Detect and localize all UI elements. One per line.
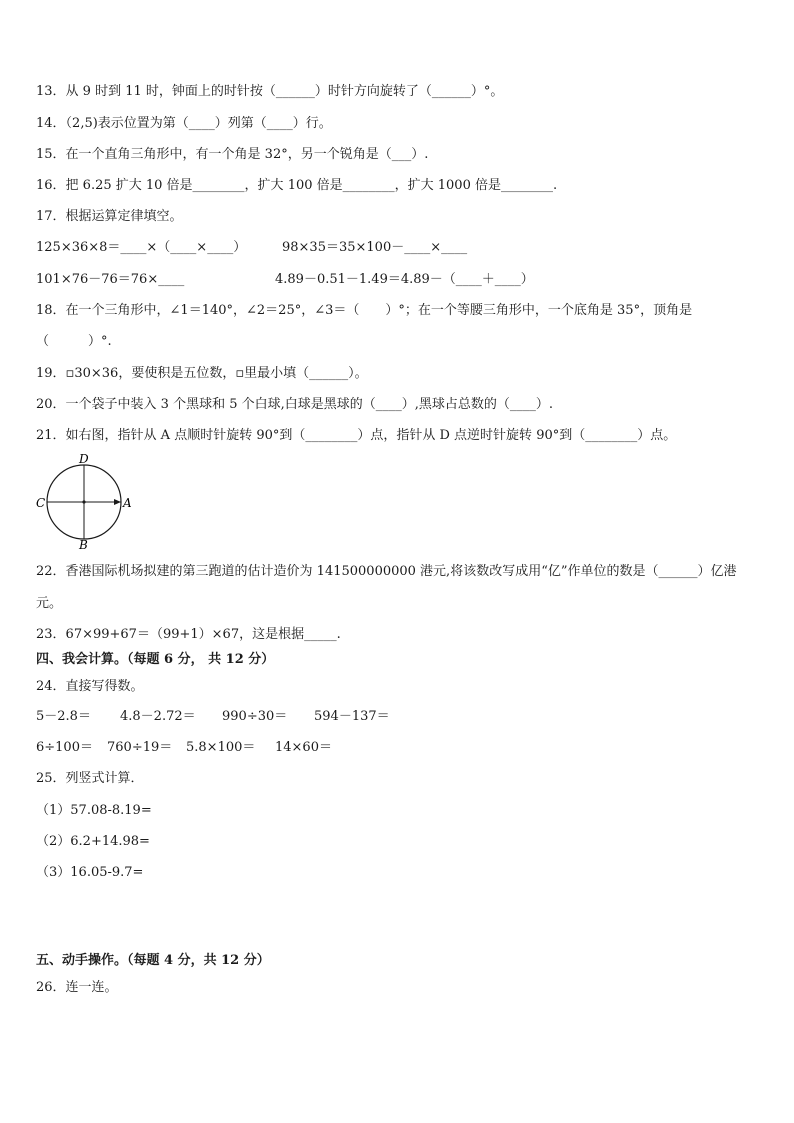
q24-item: 4.8－2.72＝ [120, 709, 196, 724]
question-23: 23．67×99+67＝（99+1）×67，这是根据_____. [36, 627, 341, 642]
question-17: 17．根据运算定律填空。 [36, 209, 183, 224]
circle-pointer-figure [34, 452, 134, 550]
center-dot [82, 500, 85, 503]
q24-item: 990÷30＝ [222, 709, 288, 724]
question-15: 15．在一个直角三角形中，有一个角是 32°，另一个锐角是（___）. [36, 147, 429, 162]
section-5-title: 五、动手操作。（每题 4 分，共 12 分） [36, 953, 270, 968]
q25-item: （3）16.05-9.7= [36, 865, 144, 880]
question-26: 26．连一连。 [36, 980, 118, 995]
q25-item: （1）57.08-8.19= [36, 803, 152, 818]
q24-item: 5.8×100＝ [186, 740, 256, 755]
pointer-arrowhead [114, 499, 121, 505]
q17-expr-1a: 125×36×8＝____×（____×____） [36, 240, 247, 255]
label-d: D [79, 452, 89, 466]
question-18-line1: 18．在一个三角形中，∠1＝140°，∠2＝25°，∠3＝（ ）°；在一个等腰三角形中，一个底角是 35°，顶角是 [36, 303, 693, 318]
question-22-line1: 22．香港国际机场拟建的第三跑道的估计造价为 141500000000 港元,将该数改写成用“亿”作单位的数是（______）亿港 [36, 564, 737, 579]
question-21: 21．如右图，指针从 A 点顺时针旋转 90°到（________）点，指针从 D 点逆时针旋转 90°到（________）点。 [36, 428, 677, 443]
label-a: A [123, 496, 132, 510]
section-4-title: 四、我会计算。（每题 6 分， 共 12 分） [36, 652, 275, 667]
q17-expr-2a: 101×76－76＝76×____ [36, 272, 185, 287]
q24-item: 760÷19＝ [107, 740, 173, 755]
q24-item: 14×60＝ [275, 740, 332, 755]
q24-item: 5－2.8＝ [36, 709, 91, 724]
question-18-line2: （ ）°. [36, 334, 112, 349]
q24-item: 6÷100＝ [36, 740, 93, 755]
question-13: 13．从 9 时到 11 时，钟面上的时针按（______）时针方向旋转了（______）°。 [36, 84, 504, 99]
q17-expr-1b: 98×35＝35×100－____×____ [282, 240, 468, 255]
label-c: C [36, 496, 46, 510]
label-b: B [79, 538, 88, 550]
question-25: 25．列竖式计算． [36, 771, 144, 786]
question-14: 14．（2,5)表示位置为第（____）列第（____）行。 [36, 116, 332, 131]
question-22-line2: 元。 [36, 596, 63, 611]
q25-item: （2）6.2+14.98= [36, 834, 150, 849]
question-20: 20．一个袋子中装入 3 个黑球和 5 个白球,白球是黑球的（____）,黑球占总数的（____）. [36, 397, 554, 412]
q24-item: 594－137＝ [314, 709, 390, 724]
question-19: 19．▫30×36，要使积是五位数，▫里最小填（______）。 [36, 366, 368, 381]
question-24: 24．直接写得数。 [36, 679, 144, 694]
q17-expr-2b: 4.89－0.51－1.49＝4.89－（____＋____） [275, 272, 534, 287]
question-16: 16．把 6.25 扩大 10 倍是________，扩大 100 倍是________，扩大 1000 倍是________. [36, 178, 558, 193]
